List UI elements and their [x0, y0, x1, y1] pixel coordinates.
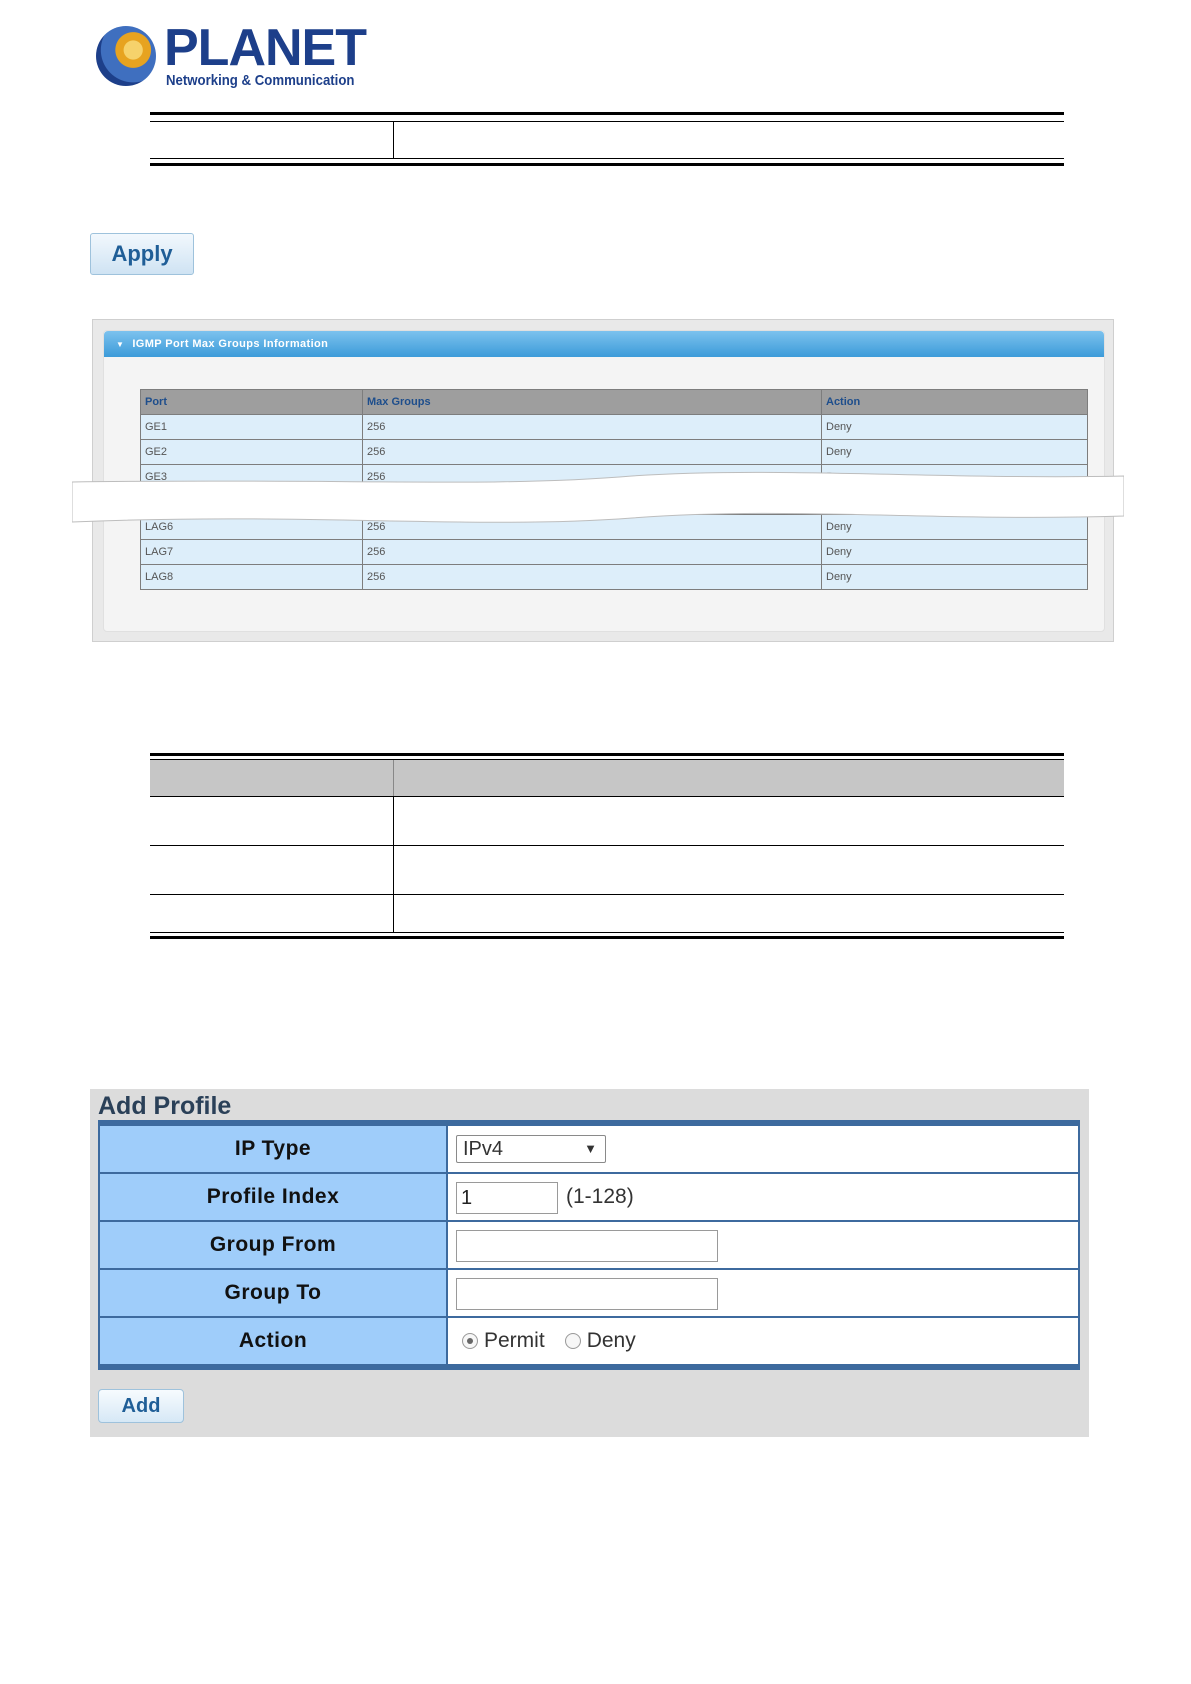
cell-port: LAG7	[140, 540, 363, 564]
brand-tagline: Networking & Communication	[166, 72, 355, 89]
globe-icon	[96, 26, 156, 86]
add-button[interactable]: Add	[98, 1389, 184, 1423]
cell-action: Deny	[822, 515, 1088, 539]
cell-port: GE3	[140, 465, 363, 489]
table-row	[140, 565, 1088, 590]
ip-type-selected: IPv4	[463, 1138, 504, 1160]
column-header-max-groups: Max Groups	[363, 390, 822, 414]
panel-title: IGMP Port Max Groups Information	[132, 338, 329, 350]
cell-action: Deny	[822, 565, 1088, 589]
doc-table-middle	[150, 753, 1064, 939]
add-profile-form	[90, 1089, 1089, 1437]
table-row	[140, 540, 1088, 565]
row-profile-index	[98, 1174, 1080, 1222]
deny-radio[interactable]	[565, 1333, 581, 1349]
form-title: Add Profile	[98, 1092, 232, 1120]
cell-port: GE2	[140, 440, 363, 464]
cell-action: Deny	[822, 540, 1088, 564]
permit-radio-label[interactable]: Permit	[484, 1329, 545, 1352]
cell-port: LAG8	[140, 565, 363, 589]
table-row	[140, 440, 1088, 465]
profile-fields-table	[98, 1120, 1080, 1370]
row-ip-type	[98, 1126, 1080, 1174]
brand-name: PLANET	[164, 19, 366, 77]
dropdown-arrow-icon: ▼	[584, 1141, 597, 1156]
cell-max-groups: 256	[363, 540, 822, 564]
row-group-to	[98, 1270, 1080, 1318]
ip-type-label: IP Type	[98, 1126, 448, 1172]
profile-index-input[interactable]	[456, 1182, 558, 1214]
cell-max-groups: 256	[363, 515, 822, 539]
doc-table-top	[150, 112, 1064, 166]
table-break-band	[72, 470, 1124, 526]
group-from-input[interactable]	[456, 1230, 718, 1262]
row-group-from	[98, 1222, 1080, 1270]
group-from-label: Group From	[98, 1222, 448, 1268]
row-action	[98, 1318, 1080, 1364]
group-to-input[interactable]	[456, 1278, 718, 1310]
cell-max-groups: 256	[363, 440, 822, 464]
profile-index-label: Profile Index	[98, 1174, 448, 1220]
cell-action: Deny	[822, 440, 1088, 464]
action-label: Action	[98, 1318, 448, 1364]
ip-type-select[interactable]	[456, 1135, 606, 1163]
collapse-icon[interactable]: ▼	[116, 340, 125, 349]
deny-radio-label[interactable]: Deny	[586, 1329, 636, 1352]
planet-logo	[96, 19, 366, 94]
panel-header[interactable]	[104, 331, 1104, 357]
cell-port: GE1	[140, 415, 363, 439]
group-to-label: Group To	[98, 1270, 448, 1316]
cell-action: Deny	[822, 415, 1088, 439]
permit-radio[interactable]	[462, 1333, 478, 1349]
table-header-row	[140, 389, 1088, 415]
column-header-port: Port	[140, 390, 363, 414]
table-row	[140, 415, 1088, 440]
cell-port: LAG6	[140, 515, 363, 539]
apply-button[interactable]: Apply	[90, 233, 194, 275]
column-header-action: Action	[822, 390, 1088, 414]
cell-max-groups: 256	[363, 415, 822, 439]
cell-max-groups: 256	[363, 465, 822, 489]
profile-index-range: (1-128)	[566, 1185, 634, 1208]
cell-max-groups: 256	[363, 565, 822, 589]
